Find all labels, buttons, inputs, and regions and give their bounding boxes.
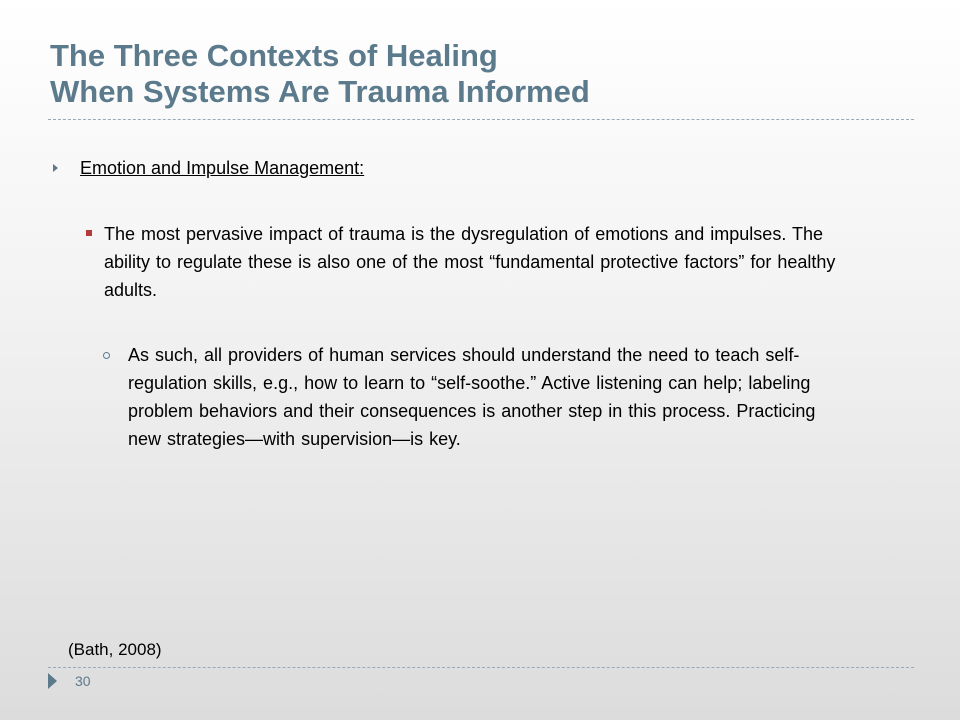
footer-divider	[48, 667, 914, 668]
citation: (Bath, 2008)	[68, 640, 162, 659]
square-bullet-icon	[86, 230, 92, 236]
triangle-right-icon	[48, 673, 57, 689]
title-line-2: When Systems Are Trauma Informed	[50, 74, 590, 109]
page-number: 30	[75, 673, 91, 689]
bullet-level-3-text: As such, all providers of human services should understand the need to teach self-regulation skills, e.g., how to learn to “self-soothe.” Active listening can help; labeling problem behaviors and their consequences is another step in this process. Practicing new strategies—with supervision—is key.	[128, 345, 816, 449]
slide-title	[50, 38, 910, 110]
bullet-level-2	[86, 220, 846, 304]
bullet-level-2-text: The most pervasive impact of trauma is the dysregulation of emotions and impulses. The ability to regulate these is also one of the most “fundamental protective factors” for healthy adults.	[104, 224, 836, 300]
title-line-1: The Three Contexts of Healing	[50, 38, 498, 73]
bullet-level-3	[103, 341, 823, 453]
title-divider	[48, 119, 914, 120]
bullet-level-1-text: Emotion and Impulse Management:	[80, 158, 365, 178]
circle-bullet-icon	[103, 352, 110, 359]
triangle-bullet-icon	[53, 164, 58, 172]
